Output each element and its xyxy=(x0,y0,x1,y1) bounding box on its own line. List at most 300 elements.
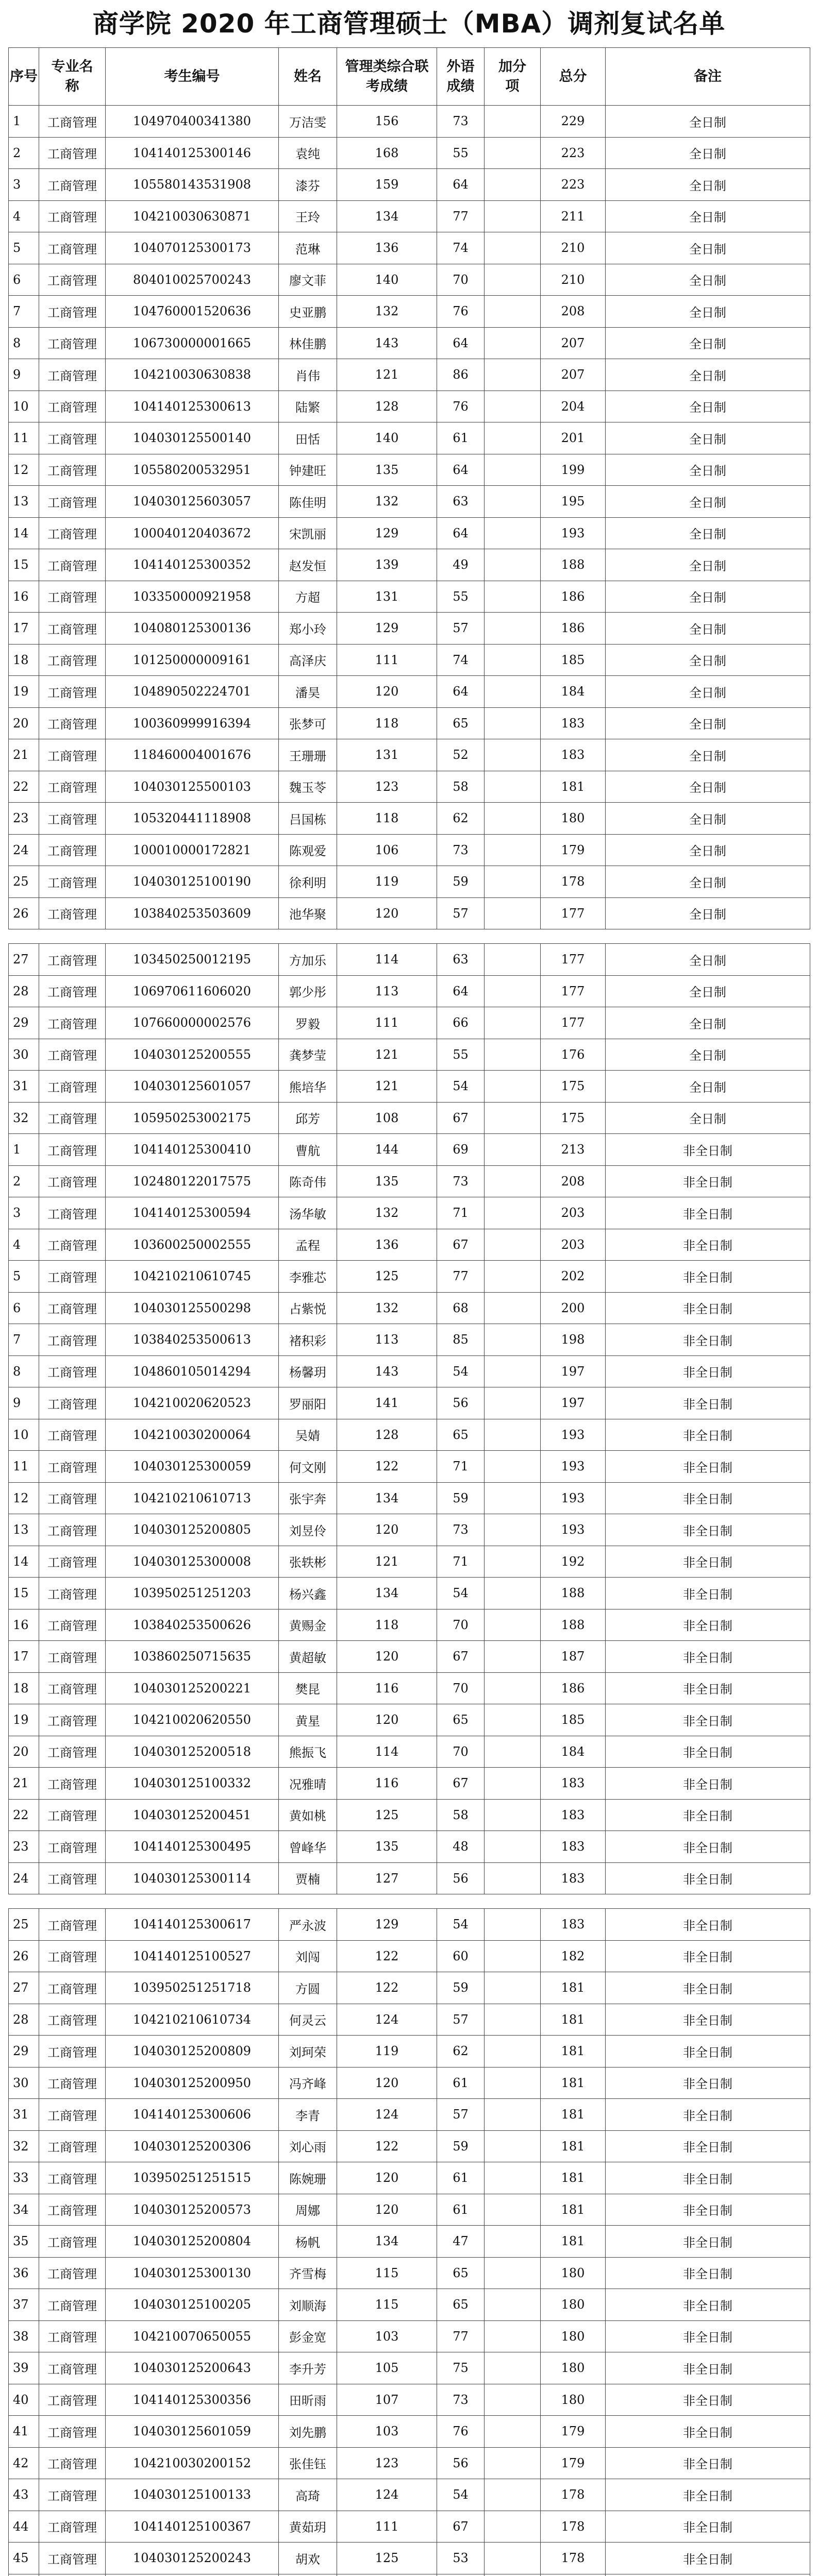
cell-major: 工商管理 xyxy=(39,1514,106,1546)
cell-remark: 全日制 xyxy=(606,1102,810,1134)
cell-exam-no: 104030125200573 xyxy=(106,2194,279,2226)
cell-remark: 全日制 xyxy=(606,944,810,976)
cell-bonus xyxy=(485,2099,541,2131)
cell-lang-score: 67 xyxy=(437,1768,485,1800)
cell-remark: 全日制 xyxy=(606,834,810,866)
cell-idx: 11 xyxy=(9,1451,39,1483)
cell-bonus xyxy=(485,1972,541,2004)
cell-bonus xyxy=(485,391,541,422)
cell-total: 197 xyxy=(541,1387,606,1419)
cell-mgmt-score: 129 xyxy=(337,517,437,549)
cell-exam-no: 104030125100190 xyxy=(106,866,279,898)
cell-name: 张宇奔 xyxy=(279,1482,337,1514)
table-row xyxy=(9,517,810,549)
table-row xyxy=(9,1514,810,1546)
cell-total: 198 xyxy=(541,1324,606,1356)
cell-bonus xyxy=(485,486,541,518)
cell-bonus xyxy=(485,1940,541,1972)
cell-remark: 非全日制 xyxy=(606,2352,810,2384)
cell-exam-no: 103840253500613 xyxy=(106,1324,279,1356)
cell-remark: 全日制 xyxy=(606,1039,810,1071)
cell-major: 工商管理 xyxy=(39,1261,106,1293)
cell-bonus xyxy=(485,1007,541,1039)
cell-idx: 28 xyxy=(9,2004,39,2036)
cell-major: 工商管理 xyxy=(39,454,106,486)
cell-name: 刘闯 xyxy=(279,1940,337,1972)
cell-lang-score: 74 xyxy=(437,644,485,676)
cell-mgmt-score: 111 xyxy=(337,644,437,676)
cell-bonus xyxy=(485,707,541,739)
cell-total: 183 xyxy=(541,1768,606,1800)
cell-idx: 3 xyxy=(9,169,39,201)
cell-lang-score: 64 xyxy=(437,975,485,1007)
cell-exam-no: 104140125300613 xyxy=(106,391,279,422)
cell-major: 工商管理 xyxy=(39,422,106,454)
cell-mgmt-score: 120 xyxy=(337,2162,437,2194)
cell-mgmt-score: 127 xyxy=(337,1862,437,1894)
cell-name: 况雅晴 xyxy=(279,1768,337,1800)
cell-idx: 10 xyxy=(9,391,39,422)
cell-total: 178 xyxy=(541,2511,606,2543)
cell-bonus xyxy=(485,2257,541,2289)
table-row xyxy=(9,644,810,676)
cell-lang-score: 59 xyxy=(437,1482,485,1514)
cell-lang-score: 54 xyxy=(437,2479,485,2511)
cell-name: 冯齐峰 xyxy=(279,2067,337,2099)
cell-major: 工商管理 xyxy=(39,2257,106,2289)
cell-total: 192 xyxy=(541,1546,606,1578)
cell-lang-score: 48 xyxy=(437,1831,485,1863)
cell-idx: 39 xyxy=(9,2352,39,2384)
table-row xyxy=(9,169,810,201)
cell-mgmt-score: 168 xyxy=(337,137,437,169)
cell-bonus xyxy=(485,2289,541,2321)
cell-total: 187 xyxy=(541,1641,606,1673)
cell-remark: 非全日制 xyxy=(606,1514,810,1546)
cell-name: 漆芬 xyxy=(279,169,337,201)
cell-bonus xyxy=(485,1909,541,1941)
cell-remark: 非全日制 xyxy=(606,1862,810,1894)
cell-remark: 全日制 xyxy=(606,232,810,264)
table-row xyxy=(9,975,810,1007)
cell-exam-no: 103600250002555 xyxy=(106,1229,279,1261)
cell-idx: 36 xyxy=(9,2257,39,2289)
cell-idx: 12 xyxy=(9,1482,39,1514)
header-idx: 序号 xyxy=(9,48,39,106)
table-row xyxy=(9,1940,810,1972)
cell-idx: 29 xyxy=(9,2036,39,2067)
cell-name: 张轶彬 xyxy=(279,1546,337,1578)
cell-lang-score: 60 xyxy=(437,1940,485,1972)
cell-mgmt-score: 106 xyxy=(337,834,437,866)
cell-bonus xyxy=(485,1578,541,1609)
cell-lang-score: 64 xyxy=(437,169,485,201)
cell-remark: 非全日制 xyxy=(606,1229,810,1261)
cell-remark: 全日制 xyxy=(606,1007,810,1039)
cell-total: 179 xyxy=(541,2416,606,2448)
cell-major: 工商管理 xyxy=(39,2067,106,2099)
document-title: 商学院 2020 年工商管理硕士（MBA）调剂复试名单 xyxy=(92,9,726,39)
cell-remark: 非全日制 xyxy=(606,1641,810,1673)
cell-total: 178 xyxy=(541,2543,606,2574)
cell-lang-score: 75 xyxy=(437,2352,485,2384)
cell-total: 180 xyxy=(541,2384,606,2416)
cell-exam-no: 100040120403672 xyxy=(106,517,279,549)
cell-major: 工商管理 xyxy=(39,739,106,771)
cell-total: 183 xyxy=(541,1862,606,1894)
cell-major: 工商管理 xyxy=(39,1229,106,1261)
cell-name: 徐利明 xyxy=(279,866,337,898)
cell-major: 工商管理 xyxy=(39,707,106,739)
table-row xyxy=(9,944,810,976)
cell-mgmt-score xyxy=(337,2574,437,2576)
cell-name: 陈佳明 xyxy=(279,486,337,518)
cell-exam-no: 104210030200152 xyxy=(106,2447,279,2479)
cell-bonus xyxy=(485,296,541,328)
cell-total: 178 xyxy=(541,866,606,898)
cell-major: 工商管理 xyxy=(39,866,106,898)
cell-exam-no: 104030125200950 xyxy=(106,2067,279,2099)
table-row xyxy=(9,2320,810,2352)
cell-idx: 45 xyxy=(9,2543,39,2574)
cell-total: 207 xyxy=(541,327,606,359)
cell-lang-score: 64 xyxy=(437,517,485,549)
cell-mgmt-score: 113 xyxy=(337,975,437,1007)
cell-total: 202 xyxy=(541,1261,606,1293)
cell-exam-no: 104210210610713 xyxy=(106,1482,279,1514)
cell-major: 工商管理 xyxy=(39,1387,106,1419)
cell-remark: 非全日制 xyxy=(606,1134,810,1166)
cell-name: 孟程 xyxy=(279,1229,337,1261)
cell-exam-no xyxy=(106,2574,279,2576)
table-row xyxy=(9,1355,810,1387)
cell-lang-score: 65 xyxy=(437,2289,485,2321)
cell-bonus xyxy=(485,1704,541,1736)
cell-major: 工商管理 xyxy=(39,897,106,929)
table-row xyxy=(9,771,810,803)
table-row xyxy=(9,2384,810,2416)
cell-exam-no: 104080125300136 xyxy=(106,613,279,645)
cell-remark: 非全日制 xyxy=(606,1799,810,1831)
cell-name: 汤华敏 xyxy=(279,1197,337,1229)
cell-major: 工商管理 xyxy=(39,106,106,138)
cell-idx: 6 xyxy=(9,264,39,296)
cell-lang-score: 77 xyxy=(437,1261,485,1293)
cell-remark: 全日制 xyxy=(606,707,810,739)
cell-remark: 非全日制 xyxy=(606,1482,810,1514)
cell-bonus xyxy=(485,264,541,296)
cell-total: 204 xyxy=(541,391,606,422)
cell-name: 樊昆 xyxy=(279,1672,337,1704)
cell-name: 杨馨玥 xyxy=(279,1355,337,1387)
cell-lang-score: 54 xyxy=(437,1578,485,1609)
cell-idx: 20 xyxy=(9,707,39,739)
cell-name: 李升芳 xyxy=(279,2352,337,2384)
cell-total: 199 xyxy=(541,454,606,486)
cell-name: 周娜 xyxy=(279,2194,337,2226)
cell-major: 工商管理 xyxy=(39,676,106,708)
cell-bonus xyxy=(485,2384,541,2416)
cell-name: 田昕雨 xyxy=(279,2384,337,2416)
cell-bonus xyxy=(485,897,541,929)
cell-mgmt-score: 125 xyxy=(337,1799,437,1831)
cell-major xyxy=(39,2574,106,2576)
cell-total: 177 xyxy=(541,975,606,1007)
cell-name: 高琦 xyxy=(279,2479,337,2511)
table-row xyxy=(9,1768,810,1800)
cell-name: 齐雪梅 xyxy=(279,2257,337,2289)
cell-bonus xyxy=(485,2067,541,2099)
cell-total: 186 xyxy=(541,1672,606,1704)
table-row xyxy=(9,1197,810,1229)
cell-idx: 17 xyxy=(9,1641,39,1673)
table-row xyxy=(9,1578,810,1609)
cell-bonus xyxy=(485,549,541,581)
cell-idx: 13 xyxy=(9,486,39,518)
cell-total: 208 xyxy=(541,296,606,328)
cell-bonus xyxy=(485,1419,541,1451)
table-row xyxy=(9,2194,810,2226)
cell-name: 彭金宽 xyxy=(279,2320,337,2352)
cell-total: 201 xyxy=(541,422,606,454)
cell-exam-no: 104030125200518 xyxy=(106,1736,279,1768)
cell-mgmt-score: 111 xyxy=(337,2511,437,2543)
cell-total: 223 xyxy=(541,137,606,169)
cell-remark: 全日制 xyxy=(606,771,810,803)
cell-bonus xyxy=(485,2479,541,2511)
cell-mgmt-score: 103 xyxy=(337,2320,437,2352)
cell-total: 177 xyxy=(541,944,606,976)
cell-bonus xyxy=(485,2226,541,2258)
cell-bonus xyxy=(485,517,541,549)
cell-exam-no: 104030125200555 xyxy=(106,1039,279,1071)
cell-lang-score: 70 xyxy=(437,1609,485,1641)
cell-total xyxy=(541,2574,606,2576)
cell-major: 工商管理 xyxy=(39,1578,106,1609)
cell-lang-score: 54 xyxy=(437,1071,485,1103)
cell-remark: 全日制 xyxy=(606,486,810,518)
cell-total: 188 xyxy=(541,1578,606,1609)
cell-mgmt-score: 114 xyxy=(337,1736,437,1768)
cell-total: 184 xyxy=(541,676,606,708)
cell-lang-score: 61 xyxy=(437,422,485,454)
cell-major: 工商管理 xyxy=(39,2162,106,2194)
cell-remark: 非全日制 xyxy=(606,1197,810,1229)
cell-total: 181 xyxy=(541,2067,606,2099)
cell-lang-score: 58 xyxy=(437,1799,485,1831)
table-row xyxy=(9,1609,810,1641)
cell-mgmt-score: 134 xyxy=(337,1578,437,1609)
cell-lang-score: 74 xyxy=(437,232,485,264)
cell-idx: 26 xyxy=(9,897,39,929)
cell-exam-no: 104070125300173 xyxy=(106,232,279,264)
cell-exam-no: 106970611606020 xyxy=(106,975,279,1007)
cell-bonus xyxy=(485,1324,541,1356)
cell-mgmt-score: 136 xyxy=(337,232,437,264)
cell-remark: 全日制 xyxy=(606,644,810,676)
cell-exam-no: 104030125500103 xyxy=(106,771,279,803)
cell-remark: 非全日制 xyxy=(606,2130,810,2162)
cell-lang-score: 71 xyxy=(437,1451,485,1483)
cell-name: 高泽庆 xyxy=(279,644,337,676)
cell-bonus xyxy=(485,1071,541,1103)
cell-major: 工商管理 xyxy=(39,613,106,645)
table-row xyxy=(9,739,810,771)
cell-total: 179 xyxy=(541,834,606,866)
cell-major: 工商管理 xyxy=(39,2416,106,2448)
cell-major: 工商管理 xyxy=(39,644,106,676)
table-row xyxy=(9,2004,810,2036)
cell-exam-no: 104030125100205 xyxy=(106,2289,279,2321)
cell-idx: 9 xyxy=(9,1387,39,1419)
cell-total: 180 xyxy=(541,803,606,835)
cell-name: 王玲 xyxy=(279,200,337,232)
cell-mgmt-score: 134 xyxy=(337,200,437,232)
cell-idx: 17 xyxy=(9,613,39,645)
cell-name: 田恬 xyxy=(279,422,337,454)
table-row xyxy=(9,1672,810,1704)
table-row xyxy=(9,549,810,581)
cell-bonus xyxy=(485,2162,541,2194)
cell-mgmt-score: 132 xyxy=(337,1197,437,1229)
cell-idx: 16 xyxy=(9,1609,39,1641)
cell-major: 工商管理 xyxy=(39,2194,106,2226)
cell-name: 何灵云 xyxy=(279,2004,337,2036)
table-row xyxy=(9,1972,810,2004)
cell-mgmt-score: 144 xyxy=(337,1134,437,1166)
cell-total: 229 xyxy=(541,106,606,138)
cell-remark: 全日制 xyxy=(606,739,810,771)
cell-exam-no: 104030125300130 xyxy=(106,2257,279,2289)
cell-remark: 全日制 xyxy=(606,1071,810,1103)
cell-remark: 非全日制 xyxy=(606,2479,810,2511)
cell-bonus xyxy=(485,1451,541,1483)
cell-bonus xyxy=(485,1292,541,1324)
table-row xyxy=(9,1799,810,1831)
cell-exam-no: 104030125100332 xyxy=(106,1768,279,1800)
cell-exam-no: 105580143531908 xyxy=(106,169,279,201)
cell-total: 188 xyxy=(541,549,606,581)
cell-name: 李雅芯 xyxy=(279,1261,337,1293)
cell-total: 197 xyxy=(541,1355,606,1387)
cell-exam-no: 103950251251515 xyxy=(106,2162,279,2194)
cell-lang-score: 76 xyxy=(437,296,485,328)
table-row xyxy=(9,897,810,929)
cell-bonus xyxy=(485,454,541,486)
cell-name: 钟建旺 xyxy=(279,454,337,486)
cell-lang-score: 62 xyxy=(437,803,485,835)
cell-lang-score: 67 xyxy=(437,2511,485,2543)
cell-remark: 非全日制 xyxy=(606,1609,810,1641)
cell-idx: 35 xyxy=(9,2226,39,2258)
table-row xyxy=(9,834,810,866)
cell-remark: 非全日制 xyxy=(606,1972,810,2004)
cell-total: 193 xyxy=(541,1514,606,1546)
cell-name: 吴婧 xyxy=(279,1419,337,1451)
cell-major: 工商管理 xyxy=(39,2226,106,2258)
cell-mgmt-score: 116 xyxy=(337,1768,437,1800)
cell-idx: 32 xyxy=(9,2130,39,2162)
cell-major: 工商管理 xyxy=(39,264,106,296)
cell-exam-no: 104030125200643 xyxy=(106,2352,279,2384)
cell-idx: 7 xyxy=(9,1324,39,1356)
cell-name: 廖文菲 xyxy=(279,264,337,296)
cell-mgmt-score: 135 xyxy=(337,1831,437,1863)
cell-major: 工商管理 xyxy=(39,1071,106,1103)
cell-major: 工商管理 xyxy=(39,834,106,866)
cell-exam-no: 104030125500298 xyxy=(106,1292,279,1324)
cell-idx: 43 xyxy=(9,2479,39,2511)
cell-lang-score: 73 xyxy=(437,106,485,138)
cell-exam-no: 103350000921958 xyxy=(106,581,279,613)
cell-name: 龚梦莹 xyxy=(279,1039,337,1071)
cell-mgmt-score: 125 xyxy=(337,1261,437,1293)
table-row xyxy=(9,1451,810,1483)
cell-lang-score: 52 xyxy=(437,739,485,771)
cell-lang-score: 64 xyxy=(437,676,485,708)
cell-lang-score: 67 xyxy=(437,1229,485,1261)
cell-bonus xyxy=(485,2574,541,2576)
table-row xyxy=(9,422,810,454)
cell-name: 罗丽阳 xyxy=(279,1387,337,1419)
header-exam-no: 考生编号 xyxy=(106,48,279,106)
table-row xyxy=(9,2257,810,2289)
cell-remark: 非全日制 xyxy=(606,2416,810,2448)
cell-mgmt-score: 131 xyxy=(337,581,437,613)
cell-major: 工商管理 xyxy=(39,1134,106,1166)
table-row xyxy=(9,1324,810,1356)
cell-bonus xyxy=(485,2352,541,2384)
cell-major: 工商管理 xyxy=(39,2099,106,2131)
cell-mgmt-score: 141 xyxy=(337,1387,437,1419)
cell-total: 181 xyxy=(541,2036,606,2067)
cell-remark: 非全日制 xyxy=(606,2036,810,2067)
cell-total: 185 xyxy=(541,1704,606,1736)
cell-idx: 21 xyxy=(9,1768,39,1800)
cell-exam-no: 104140125100367 xyxy=(106,2511,279,2543)
cell-major: 工商管理 xyxy=(39,1972,106,2004)
cell-idx: 25 xyxy=(9,866,39,898)
table-row xyxy=(9,1261,810,1293)
cell-name: 吕国栋 xyxy=(279,803,337,835)
cell-lang-score: 86 xyxy=(437,359,485,391)
cell-mgmt-score: 118 xyxy=(337,707,437,739)
cell-major: 工商管理 xyxy=(39,137,106,169)
cell-lang-score: 61 xyxy=(437,2194,485,2226)
table-row xyxy=(9,391,810,422)
cell-exam-no: 100360999916394 xyxy=(106,707,279,739)
cell-remark: 非全日制 xyxy=(606,1578,810,1609)
cell-total: 200 xyxy=(541,1292,606,1324)
cell-lang-score: 57 xyxy=(437,613,485,645)
table-row xyxy=(9,1736,810,1768)
cell-lang-score: 57 xyxy=(437,2099,485,2131)
cell-exam-no: 804010025700243 xyxy=(106,264,279,296)
cell-idx: 38 xyxy=(9,2320,39,2352)
cell-lang-score: 59 xyxy=(437,866,485,898)
cell-idx: 15 xyxy=(9,1578,39,1609)
cell-idx: 11 xyxy=(9,422,39,454)
cell-name: 黄超敏 xyxy=(279,1641,337,1673)
cell-name: 赵发恒 xyxy=(279,549,337,581)
cell-idx: 10 xyxy=(9,1419,39,1451)
cell-remark: 全日制 xyxy=(606,454,810,486)
cell-remark: 全日制 xyxy=(606,169,810,201)
table-row xyxy=(9,106,810,138)
cell-idx: 42 xyxy=(9,2447,39,2479)
cell-idx: 1 xyxy=(9,106,39,138)
cell-remark: 非全日制 xyxy=(606,2289,810,2321)
